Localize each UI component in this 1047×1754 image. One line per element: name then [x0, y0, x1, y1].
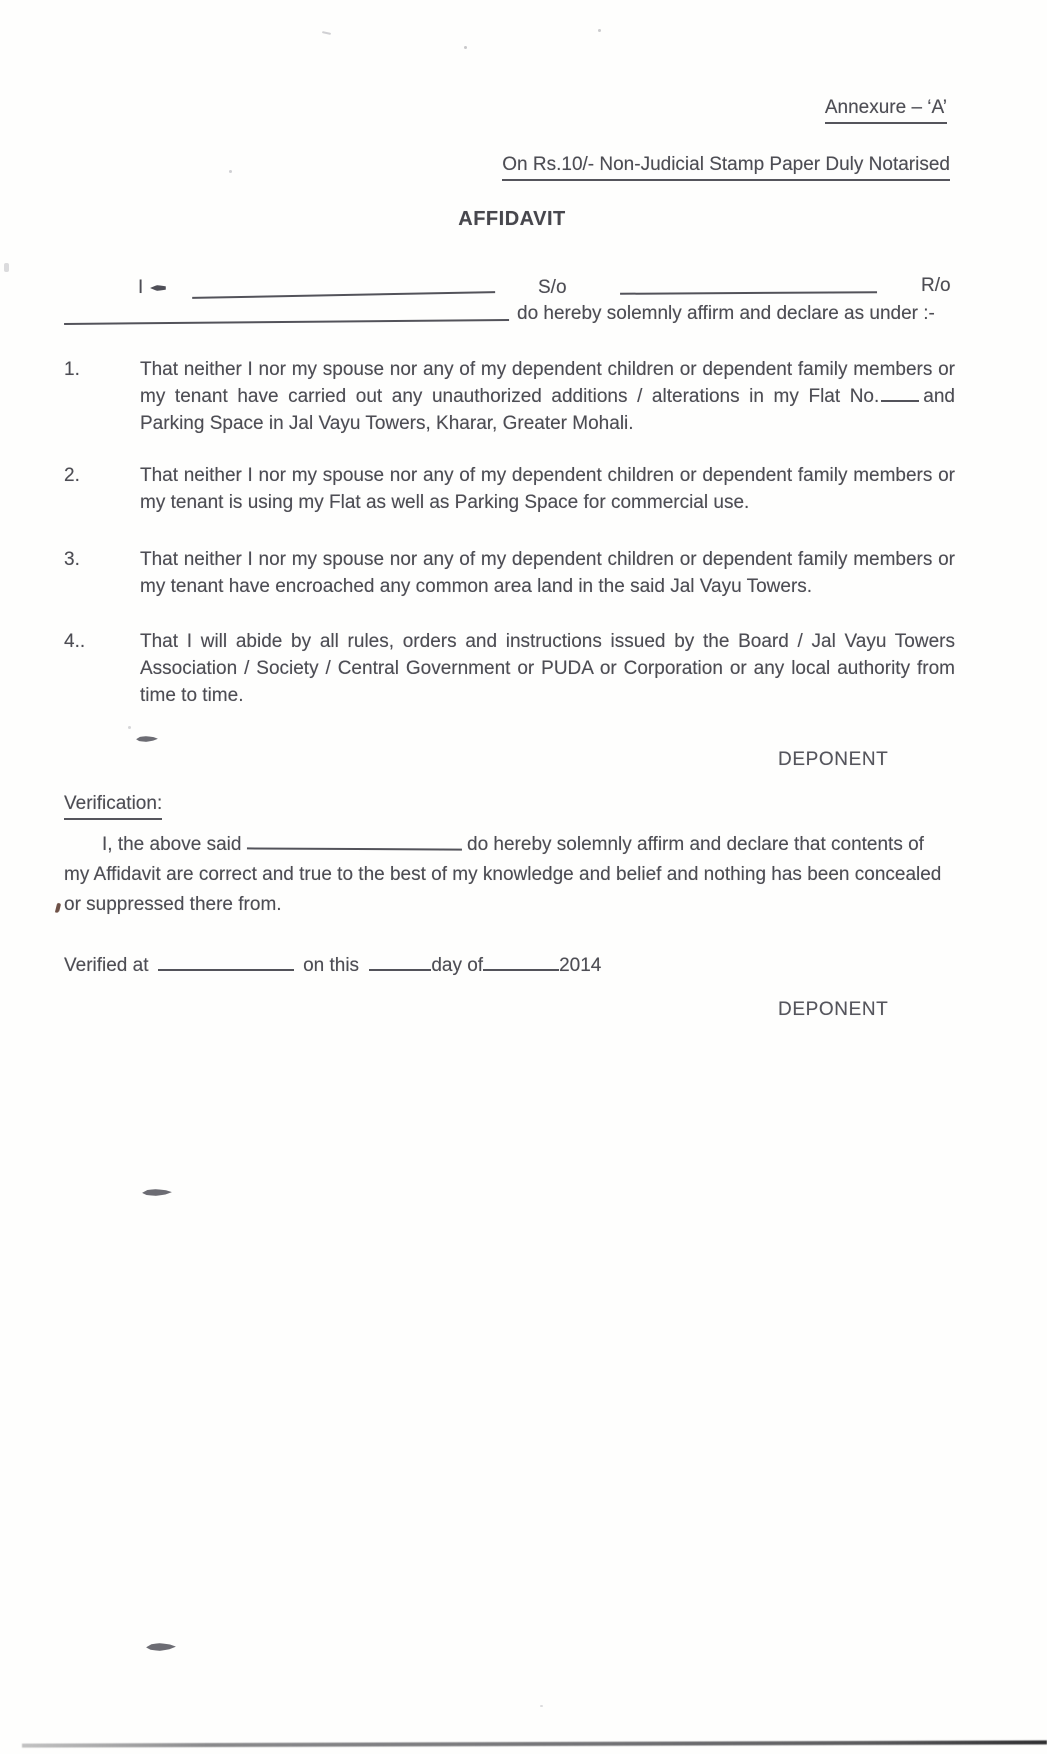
on-this-label: on this [303, 955, 360, 976]
deponent-name-blank [192, 275, 495, 299]
date-blank [369, 953, 431, 971]
address-blank [64, 303, 509, 325]
scan-artifact-arrow [142, 1189, 172, 1196]
scan-speck [229, 170, 232, 173]
scan-artifact-comma [55, 903, 61, 914]
annexure-label: Annexure – ‘A’ [825, 94, 947, 124]
document-title: AFFIDAVIT [458, 208, 566, 230]
verification-name-blank [247, 831, 462, 850]
scan-artifact-cursor [150, 285, 166, 291]
opening-so-label: S/o [538, 277, 567, 298]
item-text: That neither I nor my spouse nor any of my dependent children or dependent family members or my tenant have encroached any common area land in the said Jal Vayu Towers. [140, 549, 955, 597]
deponent-label: DEPONENT [778, 749, 889, 770]
verification-text-after-blank: do hereby solemnly affirm and declare that contents of my Affidavit are correct and true to the best of my knowledge and belief and nothing has been concealed or suppressed there from. [64, 834, 942, 915]
stamp-paper-note: On Rs.10/- Non-Judicial Stamp Paper Duly Notarised [502, 151, 950, 181]
father-name-blank [620, 275, 877, 295]
opening-i-label: I [138, 277, 144, 298]
verification-heading: Verification: [64, 790, 162, 820]
deponent-label: DEPONENT [778, 999, 889, 1020]
opening-declaration: do hereby solemnly affirm and declare as under :- [517, 303, 935, 324]
opening-ro-label: R/o [921, 275, 951, 296]
verified-at-line [64, 952, 601, 979]
scan-speck [464, 46, 467, 49]
flat-no-blank [881, 388, 919, 402]
item-text: That I will abide by all rules, orders and instructions issued by the Board / Jal Vayu Towers Association / Society / Central Government or PUDA or Corporation or any local authority from time to time. [140, 631, 955, 706]
scan-edge-line [22, 1740, 1047, 1747]
item-number: 4.. [64, 631, 86, 652]
scan-speck [4, 263, 9, 272]
verification-paragraph [64, 830, 942, 920]
verification-text-before-blank: I, the above said [102, 834, 242, 855]
day-of-label: day of [431, 955, 484, 976]
scan-speck [322, 31, 331, 35]
item1-text-after-blank: and Parking Space in Jal Vayu Towers, Kharar, Greater Mohali. [140, 386, 955, 434]
item-text: That neither I nor my spouse nor any of my dependent children or dependent family members or my tenant is using my Flat as well as Parking Space for commercial use. [140, 465, 955, 513]
item-number: 3. [64, 549, 80, 570]
place-blank [158, 953, 294, 971]
year-value: 2014 [559, 955, 602, 976]
scan-artifact-arrow [136, 736, 158, 742]
item1-text-before-blank: That neither I nor my spouse nor any of my dependent children or dependent family members or my tenant have carried out any unauthorized additions / alterations in my Flat No. [140, 359, 955, 407]
scan-artifact-arrow [146, 1643, 176, 1651]
month-blank [483, 953, 559, 971]
item-number: 2. [64, 465, 80, 486]
item-text [140, 356, 955, 437]
scan-speck [540, 1705, 543, 1707]
verified-at-label: Verified at [64, 955, 149, 976]
item-number: 1. [64, 359, 80, 380]
scan-speck [128, 726, 131, 729]
scan-speck [598, 29, 601, 32]
